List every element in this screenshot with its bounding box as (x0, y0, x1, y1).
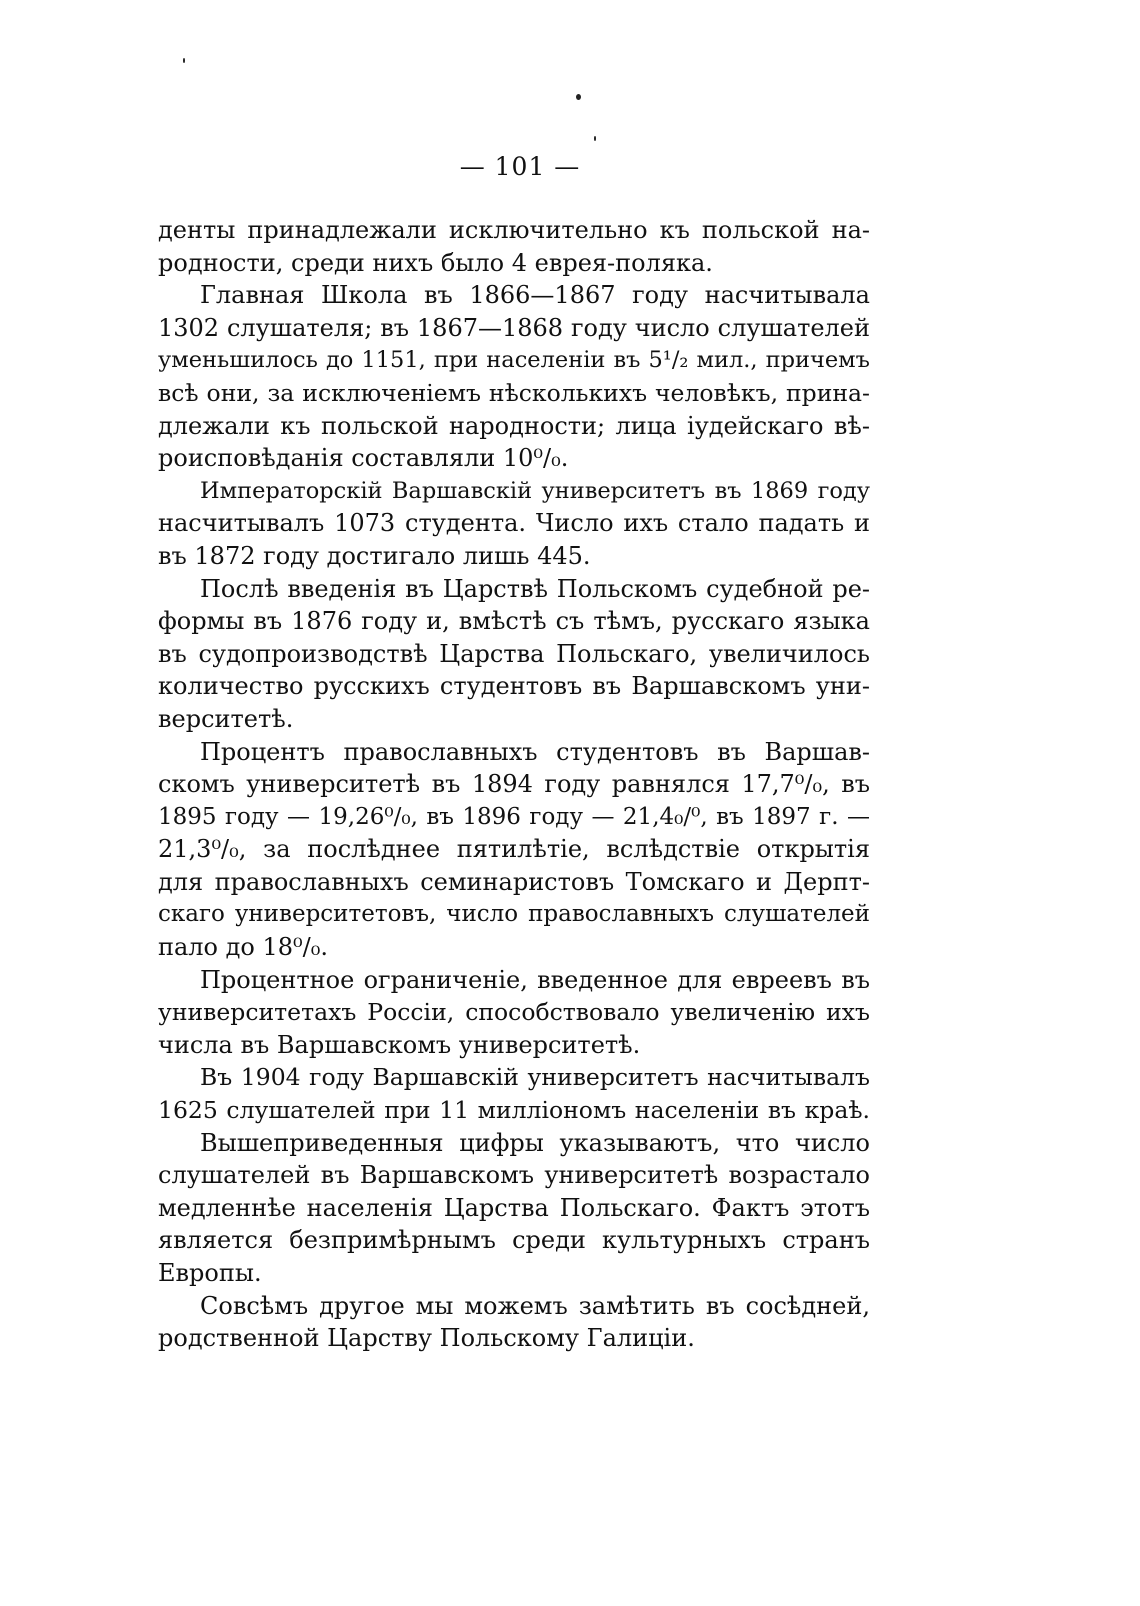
text-line: университетахъ Россiи, способствовало увеличенiю ихъ (158, 998, 870, 1027)
text-line: 1302 слушателя; въ 1867—1868 году число слушателей (158, 313, 870, 342)
text-line: длежали къ польской народности; лица iудейскаго вѣ- (158, 411, 870, 440)
text-line: 1625 слушателей при 11 миллiономъ населенiи въ краѣ. (158, 1096, 870, 1125)
paragraph (158, 475, 870, 573)
print-speck (183, 58, 185, 63)
body-text (158, 214, 870, 1355)
text-line: Въ 1904 году Варшавскiй университетъ насчитывалъ (200, 1063, 870, 1092)
paragraph (158, 1127, 870, 1290)
print-speck (576, 94, 581, 100)
paragraph (158, 1061, 870, 1126)
text-line: Процентъ православныхъ студентовъ въ Варшав- (200, 737, 870, 766)
text-line: Вышеприведенныя цифры указываютъ, что число (200, 1128, 870, 1157)
text-line: скомъ университетѣ въ 1894 году равнялся 17,7⁰/₀, въ (158, 770, 870, 799)
text-line: Совсѣмъ другое мы можемъ замѣтить въ сосѣдней, (200, 1291, 870, 1320)
text-line: Императорскiй Варшавскiй университетъ въ 1869 году (200, 477, 870, 504)
paragraph (158, 736, 870, 964)
text-line: числа въ Варшавскомъ университетѣ. (158, 1030, 641, 1059)
paragraph (158, 1290, 870, 1355)
text-line: верситетѣ. (158, 704, 294, 733)
text-line: 21,3⁰/₀, за послѣднее пятилѣтiе, вслѣдствiе открытiя (158, 835, 870, 864)
print-speck (594, 136, 596, 141)
text-line: денты принадлежали исключительно къ польской на- (158, 216, 870, 244)
text-line: Европы. (158, 1259, 262, 1287)
text-line: для православныхъ семинаристовъ Томскаго и Дерпт- (158, 867, 870, 896)
paragraph (158, 214, 870, 279)
text-line: роисповѣданiя составляли 10⁰/₀. (158, 444, 569, 473)
text-line: всѣ они, за исключенiемъ нѣсколькихъ человѣкъ, прина- (158, 378, 870, 407)
paragraph (158, 573, 870, 736)
page-number: — 101 — (459, 152, 581, 181)
text-line: Процентное ограниченiе, введенное для евреевъ въ (200, 965, 870, 994)
text-line: въ судопроизводствѣ Царства Польскаго, увеличилось (158, 639, 870, 668)
text-line: Послѣ введенiя въ Царствѣ Польскомъ судебной ре- (200, 574, 870, 603)
text-line: уменьшилось до 1151, при населенiи въ 5¹/₂ мил., причемъ (158, 347, 870, 374)
text-line: формы въ 1876 году и, вмѣстѣ съ тѣмъ, русскаго языка (158, 607, 870, 636)
text-line: родственной Царству Польскому Галицiи. (158, 1324, 695, 1353)
text-line: родности, среди нихъ было 4 еврея-поляка. (158, 248, 713, 277)
text-line: скаго университетовъ, число православныхъ слушателей (158, 901, 870, 928)
text-line: слушателей въ Варшавскомъ университетѣ возрастало (158, 1161, 870, 1190)
text-line: въ 1872 году достигало лишь 445. (158, 541, 591, 570)
text-line: медленнѣе населенiя Царства Польскаго. Фактъ этотъ (158, 1193, 870, 1222)
text-line: является безпримѣрнымъ среди культурныхъ странъ (158, 1226, 870, 1255)
text-line: 1895 году — 19,26⁰/₀, въ 1896 году — 21,4₀/⁰, въ 1897 г. — (158, 803, 870, 830)
paragraph (158, 279, 870, 475)
text-line: насчитывалъ 1073 студента. Число ихъ стало падать и (158, 509, 870, 538)
text-line: Главная Школа въ 1866—1867 году насчитывала (200, 281, 870, 310)
text-line: количество русскихъ студентовъ въ Варшавскомъ уни- (158, 672, 870, 701)
text-line: пало до 18⁰/₀. (158, 933, 328, 962)
paragraph (158, 964, 870, 1062)
